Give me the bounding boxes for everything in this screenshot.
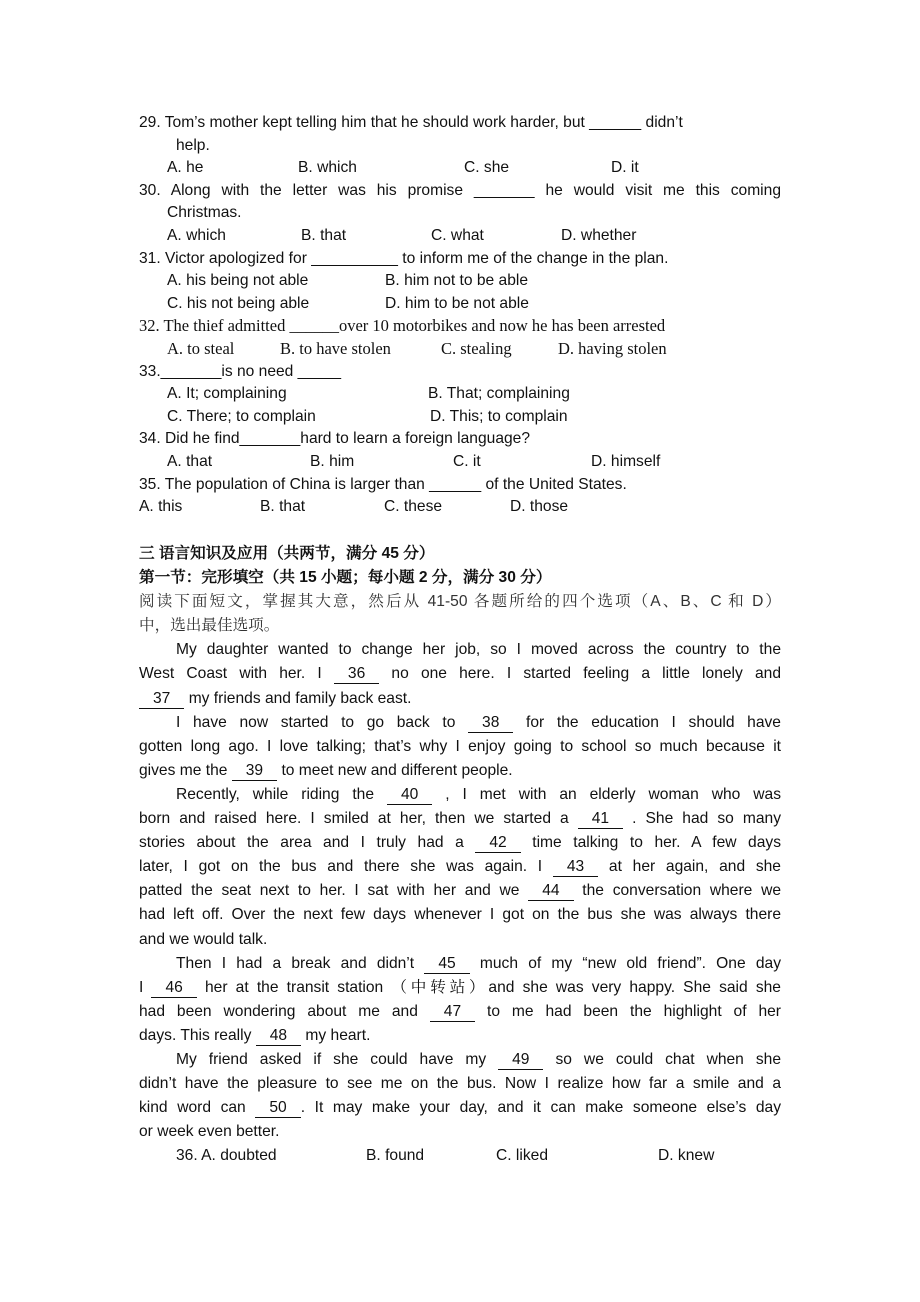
answer-option: D. himself: [591, 452, 661, 470]
passage-line: [139, 952, 781, 976]
passage-text: My friend asked if she could have my: [176, 1050, 499, 1068]
answer-option: A. this: [139, 498, 183, 516]
passage-line: [139, 687, 781, 711]
passage-line: [139, 903, 781, 927]
passage-text: Then I had a break and didn’t: [176, 954, 425, 972]
answer-option: A. which: [167, 226, 226, 244]
cloze-blank: 41: [578, 810, 623, 829]
passage-text: had been wondering about me and: [139, 1002, 430, 1020]
answer-option: C. what: [431, 226, 484, 244]
options-row: [139, 406, 781, 429]
cloze-blank: 39: [232, 762, 277, 781]
passage-text: at her again, and she: [598, 858, 781, 876]
passage-line: [139, 662, 781, 686]
passage-text: much of my “new old friend”. One day: [469, 954, 781, 972]
passage-line: [139, 1072, 781, 1096]
options-row: [139, 157, 781, 180]
answer-option: B. to have stolen: [280, 338, 391, 358]
question-stem: 33._______is no need _____: [139, 362, 342, 380]
answer-option: C. his not being able: [167, 294, 310, 312]
passage-text: later, I got on the bus and there she was again. I: [139, 858, 553, 876]
passage-line: [139, 783, 781, 807]
answer-option: A. he: [167, 159, 204, 177]
question-stem: 34. Did he find_______hard to learn a foreign language?: [139, 430, 531, 448]
cloze-blank: 38: [468, 714, 513, 733]
options-row: [139, 383, 781, 406]
answer-option: A. that: [167, 452, 213, 470]
answer-option: D. This; to complain: [430, 407, 568, 425]
cloze-blank: 45: [424, 955, 469, 974]
answer-option: C. these: [384, 498, 443, 516]
question-stem-continued: help.: [176, 136, 210, 154]
options-row-36: [139, 1144, 781, 1168]
passage-text: had left off. Over the next few days whenever I got on the bus she was always there: [139, 906, 781, 924]
section-heading: 三 语言知识及应用（共两节，满分 45 分）: [139, 545, 435, 562]
passage-text: the conversation where we: [573, 882, 781, 900]
answer-option: A. It; complaining: [167, 385, 287, 403]
instructions: 中，选出最佳选项。: [139, 617, 280, 635]
passage-text: I have now started to go back to: [176, 713, 469, 731]
passage-line: [139, 1000, 781, 1024]
passage-text: born and raised here. I smiled at her, then we started a: [139, 810, 578, 828]
cloze-section: [139, 542, 781, 1168]
cloze-blank: 49: [498, 1051, 543, 1070]
cloze-blank: 36: [334, 665, 379, 684]
passage-text: my heart.: [301, 1026, 371, 1044]
cloze-blank: 37: [139, 690, 184, 709]
passage-text: My daughter wanted to change her job, so I moved across the country to the: [176, 641, 781, 659]
answer-option: D. having stolen: [558, 338, 667, 358]
answer-option: B. found: [366, 1147, 425, 1165]
grammar-questions: [139, 112, 781, 519]
options-row: [139, 225, 781, 248]
cloze-blank: 46: [151, 979, 196, 998]
answer-option: B. That; complaining: [428, 385, 570, 403]
options-row: [139, 293, 781, 316]
answer-option: B. which: [298, 159, 357, 177]
question-stem: 30. Along with the letter was his promise _______ he would visit me this coming: [139, 181, 781, 199]
answer-option: B. that: [301, 226, 347, 244]
answer-option: B. him: [310, 452, 355, 470]
question-stem: 29. Tom’s mother kept telling him that he should work harder, but ______ didn’t: [139, 114, 683, 131]
question-stem-continued: Christmas.: [167, 204, 242, 222]
answer-option: A. his being not able: [167, 272, 309, 290]
passage-line: [139, 735, 781, 759]
options-row: [139, 496, 781, 519]
cloze-blank: 44: [528, 882, 573, 901]
answer-option: C. There; to complain: [167, 407, 316, 425]
passage-line: [139, 1120, 781, 1144]
question-stem: 35. The population of China is larger than ______ of the United States.: [139, 475, 627, 493]
passage-text: gives me the: [139, 761, 232, 779]
cloze-blank: 50: [255, 1099, 300, 1118]
cloze-blank: 40: [387, 786, 432, 805]
answer-option: C. liked: [496, 1147, 548, 1165]
cloze-blank: 48: [256, 1027, 301, 1046]
passage-text: didn’t have the pleasure to see me on the bus. Now I realize how far a smile and a: [139, 1075, 781, 1093]
passage-line: [139, 855, 781, 879]
passage-text: patted the seat next to her. I sat with her and we: [139, 882, 529, 900]
passage-line: [139, 711, 781, 735]
passage-line: [139, 976, 781, 1000]
passage-text: no one here. I started feeling a little lonely and: [379, 665, 781, 683]
answer-option: D. those: [510, 498, 569, 516]
passage-text: I: [139, 978, 152, 996]
cloze-blank: 42: [475, 834, 520, 853]
passage-text: . It may make your day, and it can make someone else’s day: [300, 1099, 781, 1117]
passage-text: and we would talk.: [139, 930, 268, 948]
answer-option: D. it: [611, 159, 639, 177]
section-subheading: 第一节：完形填空（共 15 小题；每小题 2 分，满分 30 分）: [139, 569, 552, 587]
answer-option: D. him to be not able: [385, 294, 529, 312]
passage-text: Recently, while riding the: [176, 785, 387, 803]
answer-option: A. to steal: [167, 338, 235, 358]
passage-text: time talking to her. A few days: [520, 834, 781, 852]
answer-option: B. that: [260, 498, 306, 516]
answer-option: 36. A. doubted: [176, 1147, 277, 1165]
passage-text: days. This really: [139, 1026, 256, 1044]
instructions: 阅读下面短文，掌握其大意，然后从 41-50 各题所给的四个选项（A、B、C 和 D）: [139, 593, 781, 611]
question-stem: 31. Victor apologized for __________ to inform me of the change in the plan.: [139, 249, 669, 267]
passage-line: [139, 1096, 781, 1120]
passage-text: so we could chat when she: [543, 1050, 781, 1068]
answer-option: C. it: [453, 452, 481, 470]
passage-text: stories about the area and I truly had a: [139, 834, 476, 852]
passage-line: [139, 1024, 781, 1048]
passage-line: [139, 807, 781, 831]
cloze-blank: 43: [553, 858, 598, 877]
passage-text: kind word can: [139, 1099, 256, 1117]
passage-line: [139, 638, 781, 662]
passage-text: my friends and family back east.: [184, 689, 412, 707]
passage-line: [139, 1048, 781, 1072]
options-row: [139, 270, 781, 293]
passage-text: to meet new and different people.: [277, 761, 513, 779]
passage-text: for the education I should have: [513, 713, 781, 731]
passage-text: . She had so many: [623, 810, 781, 828]
answer-option: C. she: [464, 159, 510, 177]
passage-line: [139, 831, 781, 855]
passage-line: [139, 928, 781, 952]
answer-option: C. stealing: [441, 338, 512, 358]
passage-text: to me had been the highlight of her: [475, 1002, 781, 1020]
passage-text: her at the transit station （中转站）and she was very happy. She said she: [196, 978, 781, 996]
cloze-blank: 47: [430, 1003, 475, 1022]
answer-option: D. whether: [561, 226, 637, 244]
passage-text: , I met with an elderly woman who was: [432, 785, 781, 803]
passage-line: [139, 879, 781, 903]
question-stem: 32. The thief admitted ______over 10 motorbikes and now he has been arrested: [139, 316, 666, 336]
answer-option: B. him not to be able: [385, 272, 529, 290]
passage-text: gotten long ago. I love talking; that’s why I enjoy going to school so much because it: [139, 737, 781, 755]
answer-option: D. knew: [658, 1147, 715, 1165]
passage-line: [139, 759, 781, 783]
passage-text: West Coast with her. I: [139, 665, 334, 683]
options-row: [139, 451, 781, 474]
passage-text: or week even better.: [139, 1123, 280, 1141]
options-row: [139, 338, 781, 361]
